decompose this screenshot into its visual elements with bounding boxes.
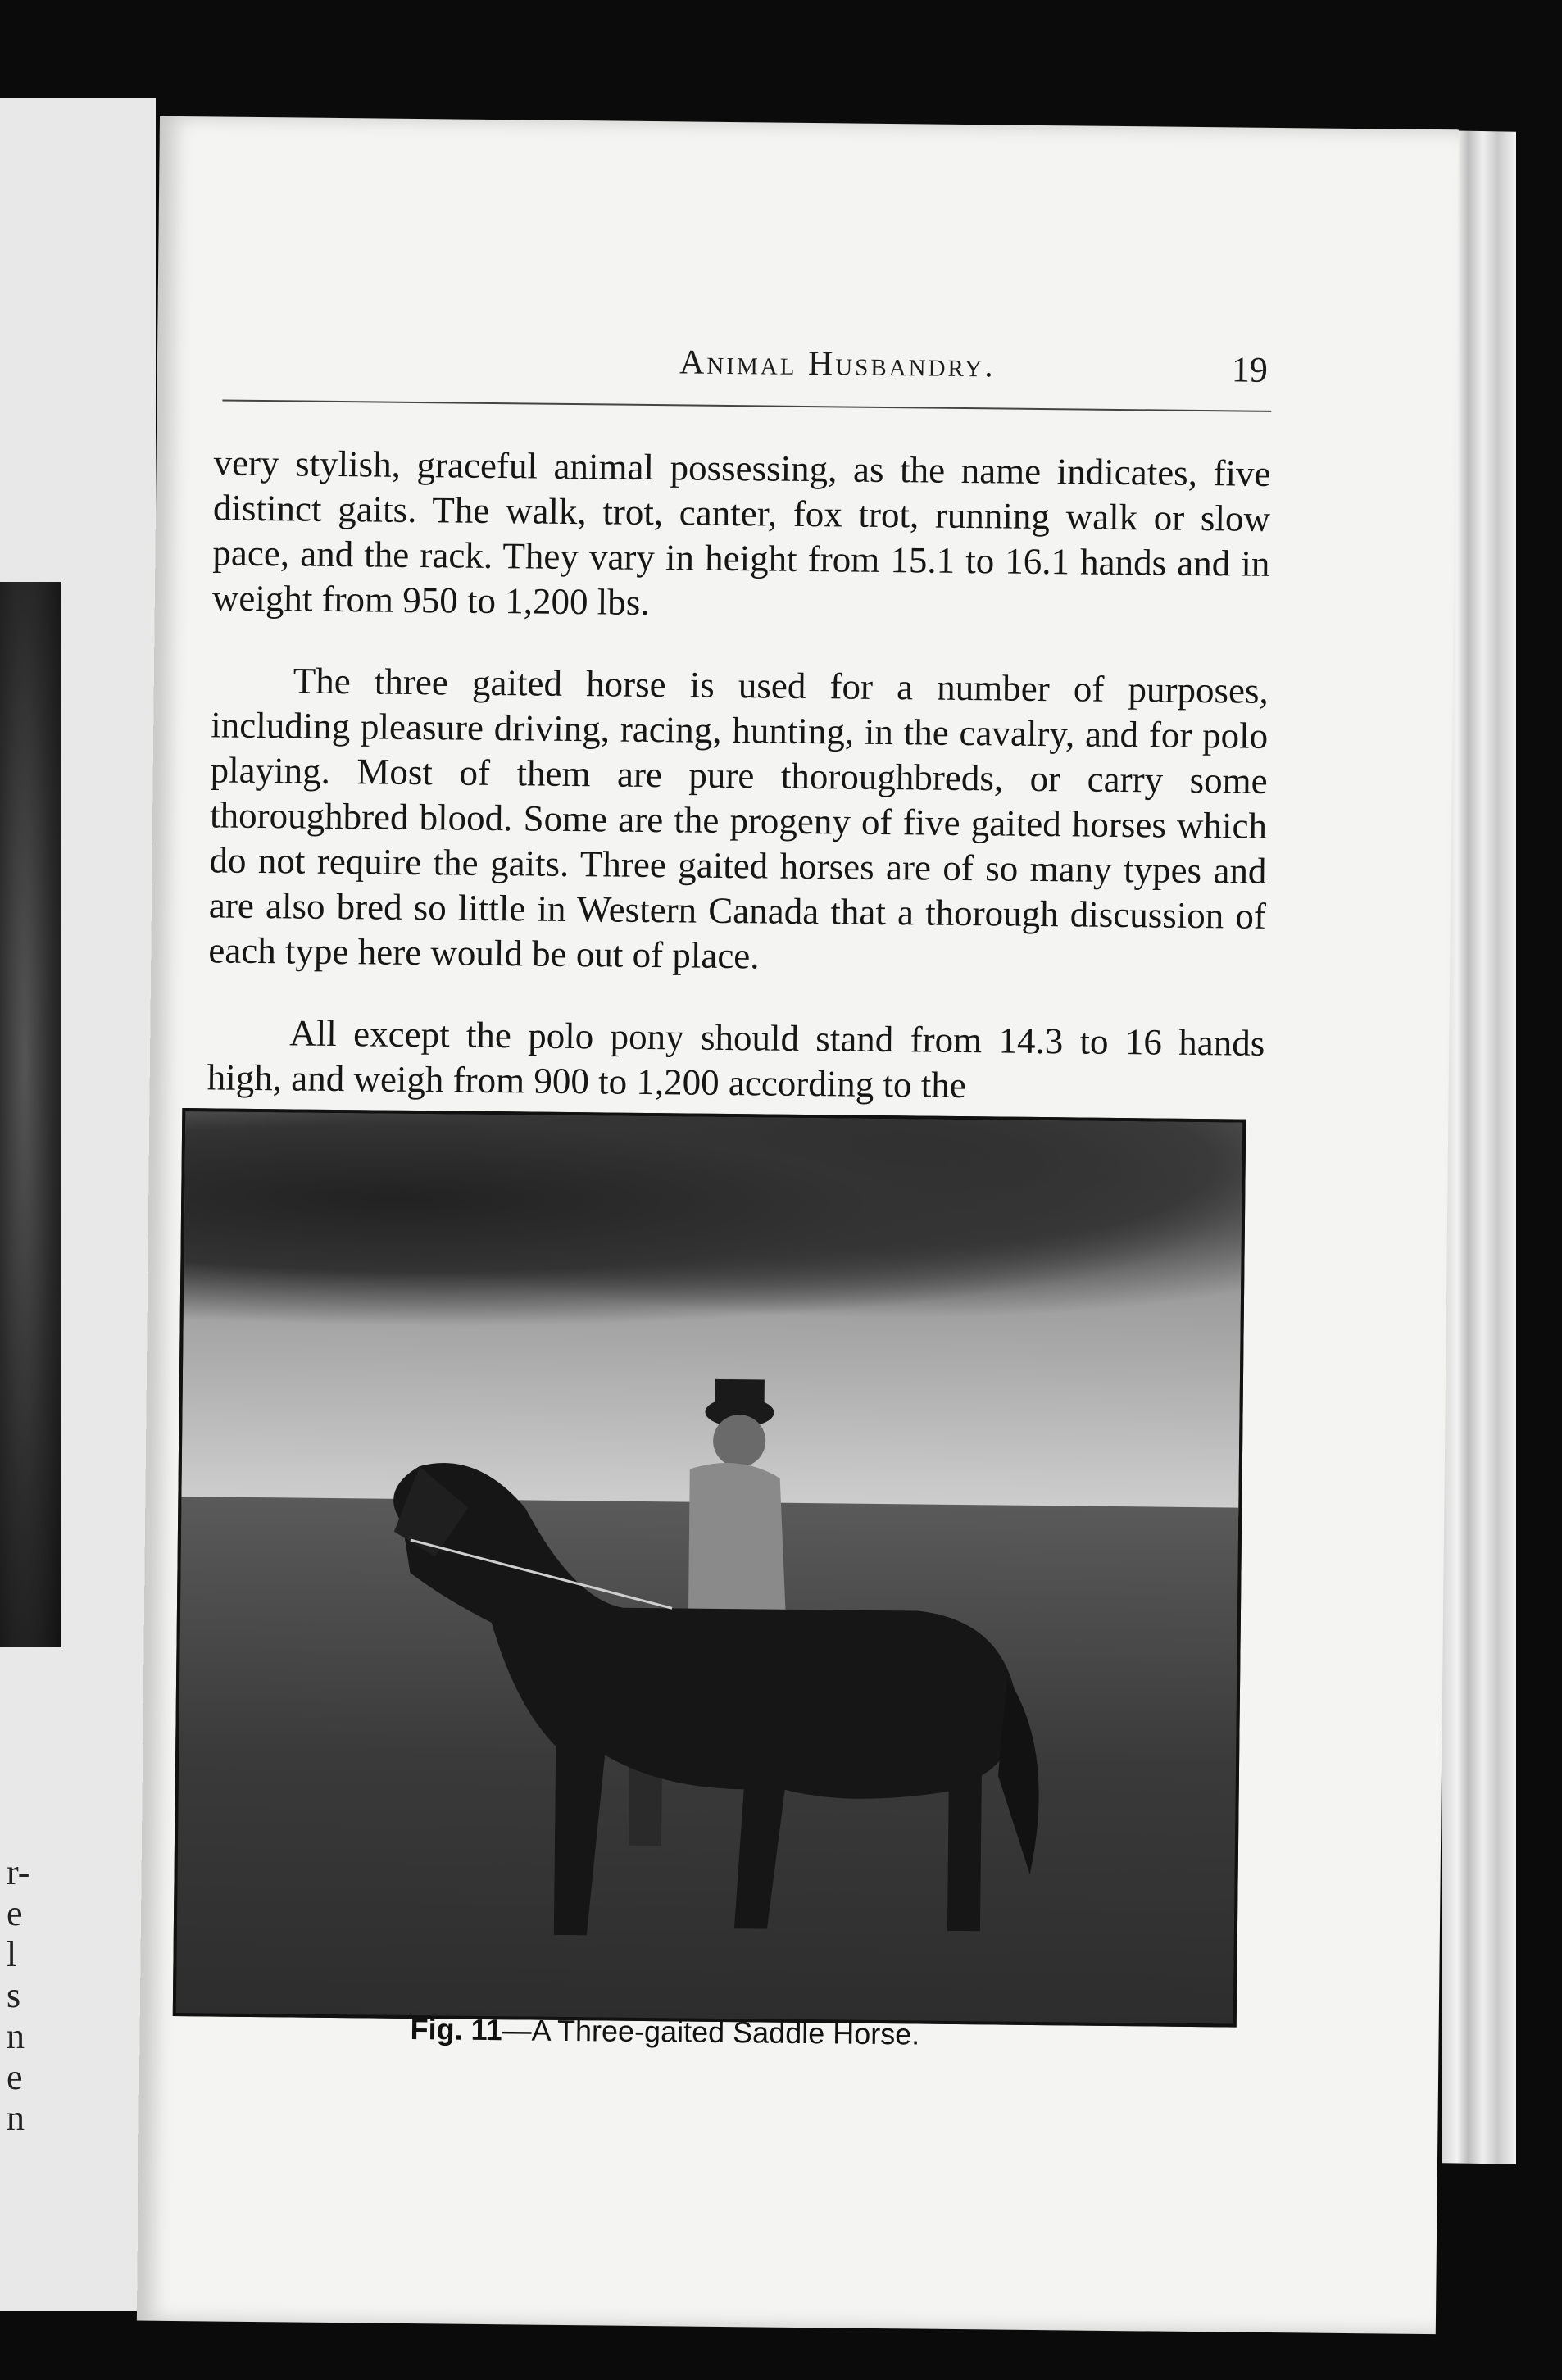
book-page [137, 116, 1459, 2334]
facing-page [0, 98, 156, 2311]
horse-and-rider-illustration [275, 1358, 1101, 1956]
figure-label: Fig. 11 [410, 2012, 502, 2047]
figure-caption [410, 2012, 1147, 2054]
paragraph: All except the polo pony should stand from 14.3 to 16 hands high, and weigh from 900 to 1,200 according to the [207, 1012, 1265, 1106]
facing-page-text-fragments: r- e l s n e n [7, 1852, 30, 2138]
running-header: Animal Husbandry. [679, 343, 996, 385]
header-rule [222, 400, 1271, 412]
photo-trees [184, 1111, 1243, 1335]
paragraph: very stylish, graceful animal possessing, as the name indicates, five distinct gaits. The walk, trot, canter, fox trot, running walk or slow pace, and the rack. They vary in height from 15.1 to 16.1 hands and in weight from 950 to 1,200 lbs. [211, 442, 1271, 623]
page-number: 19 [1231, 349, 1269, 390]
paragraph: The three gaited horse is used for a number of purposes, including pleasure driving, racing, hunting, in the cavalry, and for polo playing. Most of them are pure thoroughbreds, or carry some thoroughbred blood. Some are the progeny of five gaited horses which do not require the gaits. Three gaited horses are of so many types and are also bred so little in Western Canada that a thorough discussion of each type here would be out of place. [208, 660, 1269, 977]
figure-photo [173, 1108, 1246, 2028]
figure-caption-text: —A Three-gaited Saddle Horse. [502, 2013, 920, 2051]
body-text [207, 440, 1271, 1147]
facing-page-photo [0, 582, 61, 1647]
